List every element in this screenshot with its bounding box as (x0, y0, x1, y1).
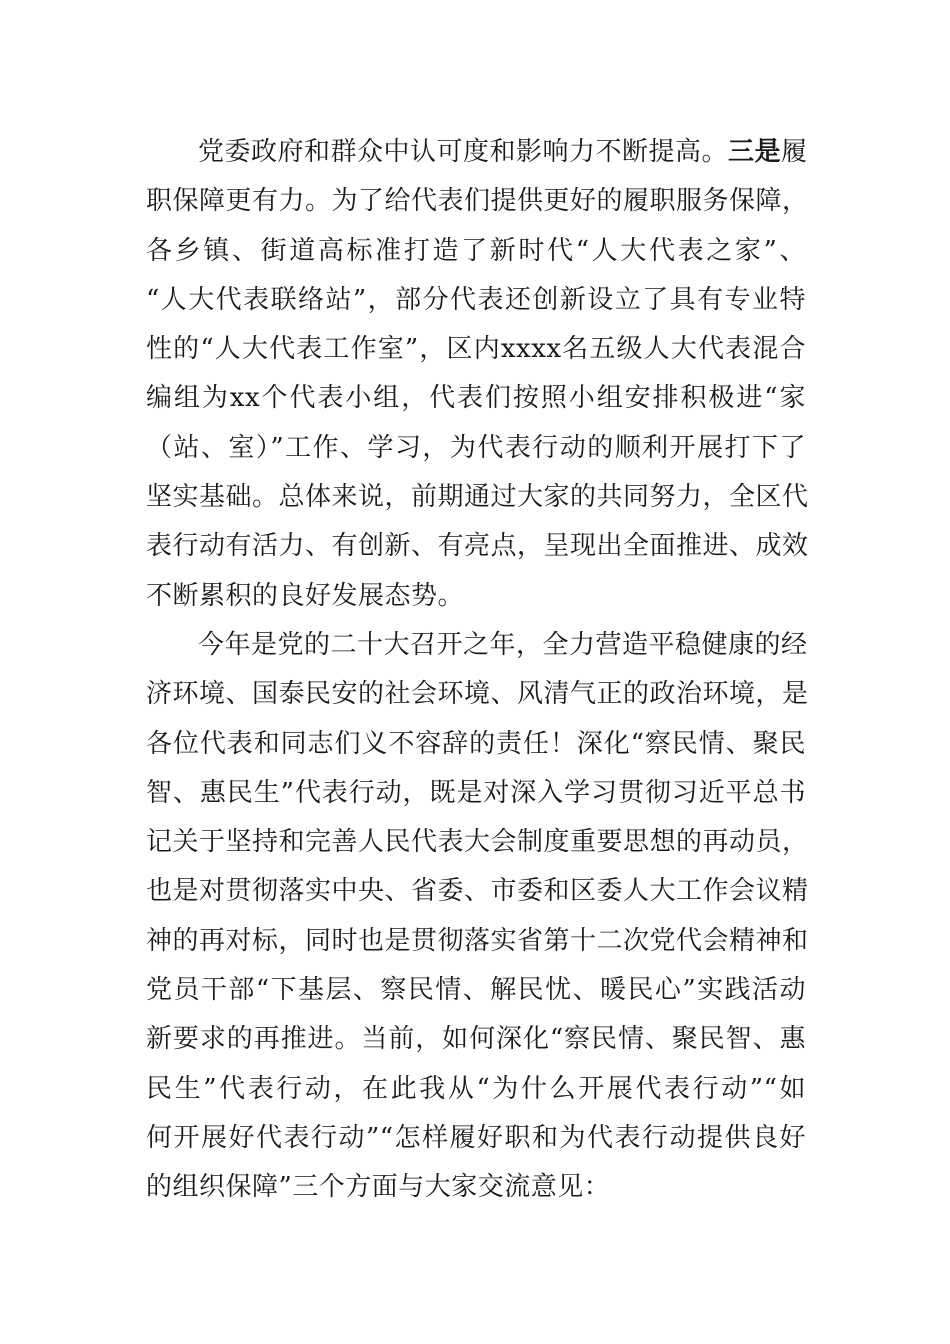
paragraph-2-line: 济环境、国泰民安的社会环境、风清气正的政治环境，是 (146, 679, 809, 710)
paragraph-2-line: 民生”代表行动，在此我从“为什么开展代表行动”“如 (146, 1073, 806, 1104)
document-page (146, 128, 809, 1213)
paragraph-1-line: 性的“人大代表工作室”，区内xxxx名五级人大代表混合 (146, 334, 806, 365)
text-run: 履 (781, 137, 808, 167)
paragraph-1-line: 编组为xx个代表小组，代表们按照小组安排积极进“家 (146, 383, 806, 414)
paragraph-2-line: 新要求的再推进。当前，如何深化“察民情、聚民智、惠 (146, 1024, 806, 1055)
paragraph-2-line: 智、惠民生”代表行动，既是对深入学习贯彻习近平总书 (146, 777, 806, 808)
paragraph-2-line: 的组织保障”三个方面与大家交流意见： (146, 1172, 611, 1203)
paragraph-1-line: “人大代表联络站”，部分代表还创新设立了具有专业特 (146, 284, 806, 315)
paragraph-1-line: 坚实基础。总体来说，前期通过大家的共同努力，全区代 (146, 482, 809, 513)
paragraph-1-line: （站、室）”工作、学习，为代表行动的顺利开展打下了 (146, 432, 806, 463)
paragraph-1-line: 表行动有活力、有创新、有亮点，呈现出全面推进、成效 (146, 531, 809, 562)
bold-run: 三是 (728, 137, 782, 167)
paragraph-2-line: 记关于坚持和完善人民代表大会制度重要思想的再动员， (146, 827, 809, 858)
paragraph-2-line: 各位代表和同志们义不容辞的责任！深化“察民情、聚民 (146, 728, 806, 759)
paragraph-2-line: 何开展好代表行动”“怎样履好职和为代表行动提供良好 (146, 1122, 806, 1153)
paragraph-1-line: 职保障更有力。为了给代表们提供更好的履职服务保障， (146, 186, 809, 217)
paragraph-1-line: 不断累积的良好发展态势。 (146, 580, 465, 611)
paragraph-2-line: 神的再对标，同时也是贯彻落实省第十二次党代会精神和 (146, 925, 809, 956)
paragraph-1-line-1 (146, 128, 806, 177)
paragraph-2-line: 党员干部“下基层、察民情、解民忧、暖民心”实践活动 (146, 975, 806, 1006)
text-run: 党委政府和群众中认可度和影响力不断提高。 (198, 137, 729, 167)
paragraph-1-line: 各乡镇、街道高标准打造了新时代“人大代表之家”、 (146, 235, 806, 266)
paragraph-2-line: 也是对贯彻落实中央、省委、市委和区委人大工作会议精 (146, 876, 809, 907)
paragraph-2-line: 今年是党的二十大召开之年，全力营造平稳健康的经 (198, 629, 808, 660)
